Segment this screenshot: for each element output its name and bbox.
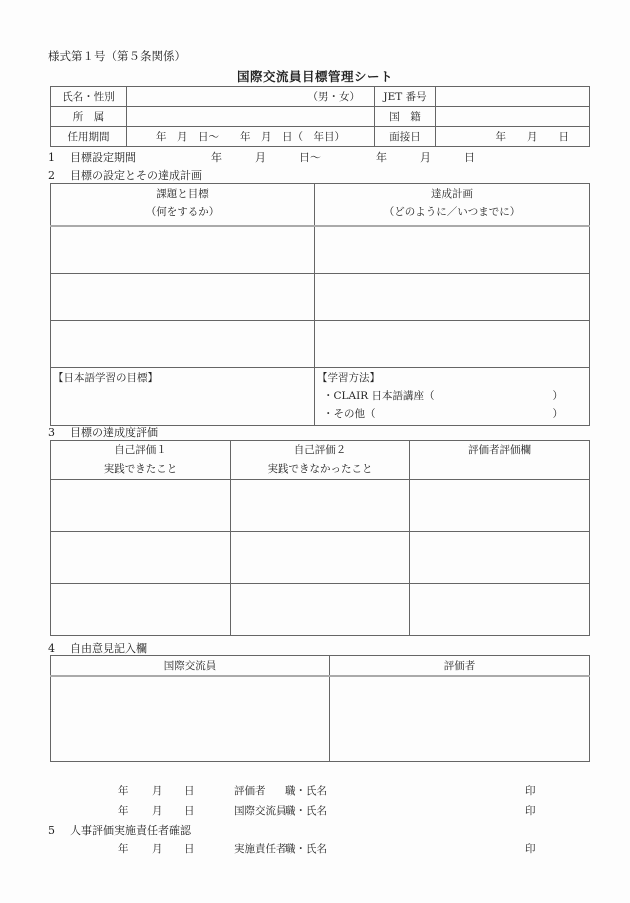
cir-comment-header: 国際交流員 [51,656,330,677]
self-eval-2-cell[interactable] [231,532,410,584]
interview-date-label: 面接日 [375,127,436,147]
self-eval-2-title: 自己評価２ [293,444,347,456]
signer-role: 実施責任者 [234,843,287,855]
signature-row-responsible [0,841,630,857]
section-4-heading [48,640,147,656]
method-item-label: ・CLAIR 日本語講座（ [323,390,435,402]
affiliation-field[interactable] [127,107,375,127]
plan-header-title: 達成計画 [431,188,473,200]
jet-number-field[interactable] [436,87,590,107]
signer-role: 国際交流員 [234,805,287,817]
self-eval-2-cell[interactable] [231,480,410,532]
study-method-cell[interactable] [315,368,590,426]
section-1-heading [48,149,475,165]
gender-options: （男・女） [307,91,360,103]
free-comment-table [50,655,590,762]
evaluator-comment-cell[interactable] [330,676,590,762]
signer-role: 評価者 [234,785,266,797]
self-eval-1-title: 自己評価１ [114,444,167,456]
seal-mark: 印 [525,805,536,817]
self-eval-1-cell[interactable] [51,584,231,636]
section-number: 3 [48,426,55,439]
self-eval-2-header [231,441,410,480]
section-2-heading [48,167,202,183]
method-item-clair[interactable] [315,387,589,405]
plan-cell[interactable] [315,226,590,274]
japanese-goal-cell[interactable] [51,368,315,426]
section-title: 目標設定期間 [70,151,136,164]
section-3-heading [48,424,158,440]
goal-header-title: 課題と目標 [156,188,209,200]
plan-header-sub: （どのように／いつまでに） [383,206,521,218]
goal-column-header [51,184,315,227]
plan-cell[interactable] [315,321,590,368]
day-label: 日 [184,785,195,797]
seal-mark: 印 [525,843,536,855]
nationality-field[interactable] [436,107,590,127]
affiliation-label: 所 属 [51,107,127,127]
goal-period-field[interactable]: 年 月 日～ 年 月 日 [211,151,475,164]
section-5-heading [48,822,191,838]
evaluator-comment-header: 評価者 [330,656,590,677]
cir-comment-cell[interactable] [51,676,330,762]
document-title: 国際交流員目標管理シート [236,69,393,84]
year-label: 年 [118,785,129,797]
name-gender-label: 氏名・性別 [51,87,127,107]
month-label: 月 [152,805,163,817]
section-title: 人事評価実施責任者確認 [70,824,191,837]
month-label: 月 [152,785,163,797]
title-name-field[interactable]: 職・氏名 [285,785,327,797]
method-item-close: ） [552,390,563,402]
self-eval-1-sub: 実践できたこと [103,463,178,475]
self-eval-2-sub: 実践できなかったこと [267,463,373,475]
month-label: 月 [152,843,163,855]
self-eval-1-cell[interactable] [51,532,231,584]
method-item-other[interactable] [315,405,589,423]
method-item-label: ・その他（ [323,408,376,420]
name-gender-field[interactable] [127,87,375,107]
term-field[interactable]: 年 月 日～ 年 月 日（ 年目） [127,127,375,147]
form-number-label: 様式第１号（第５条関係） [48,49,186,63]
evaluator-eval-cell[interactable] [410,584,590,636]
goal-cell[interactable] [51,226,315,274]
section-title: 自由意見記入欄 [70,642,147,655]
year-label: 年 [118,843,129,855]
evaluation-table [50,440,590,636]
method-item-close: ） [552,408,563,420]
section-title: 目標の設定とその達成計画 [70,169,202,182]
evaluator-eval-title: 評価者評価欄 [468,444,531,456]
title-name-field[interactable]: 職・氏名 [285,805,327,817]
self-eval-2-cell[interactable] [231,584,410,636]
goals-table [50,183,590,426]
nationality-label: 国 籍 [375,107,436,127]
self-eval-1-header [51,441,231,480]
evaluator-eval-cell[interactable] [410,480,590,532]
section-number: 2 [48,169,55,182]
term-label: 任用期間 [51,127,127,147]
signature-row-cir [0,803,630,819]
section-number: 1 [48,151,55,164]
section-title: 目標の達成度評価 [70,426,158,439]
self-eval-1-cell[interactable] [51,480,231,532]
year-label: 年 [118,805,129,817]
interview-date-field[interactable]: 年 月 日 [436,127,590,147]
evaluator-eval-cell[interactable] [410,532,590,584]
signature-row-evaluator [0,783,630,799]
seal-mark: 印 [525,785,536,797]
study-method-label: 【学習方法】 [317,372,380,384]
section-number: 4 [48,642,55,655]
goal-cell[interactable] [51,274,315,321]
evaluator-eval-header [410,441,590,480]
plan-cell[interactable] [315,274,590,321]
japanese-goal-label: 【日本語学習の目標】 [53,372,158,384]
plan-column-header [315,184,590,227]
day-label: 日 [184,805,195,817]
jet-number-label: JET 番号 [375,87,436,107]
section-number: 5 [48,824,55,837]
info-table [50,86,590,147]
goal-cell[interactable] [51,321,315,368]
title-name-field[interactable]: 職・氏名 [285,843,327,855]
goal-header-sub: （何をするか） [145,206,220,218]
day-label: 日 [184,843,195,855]
